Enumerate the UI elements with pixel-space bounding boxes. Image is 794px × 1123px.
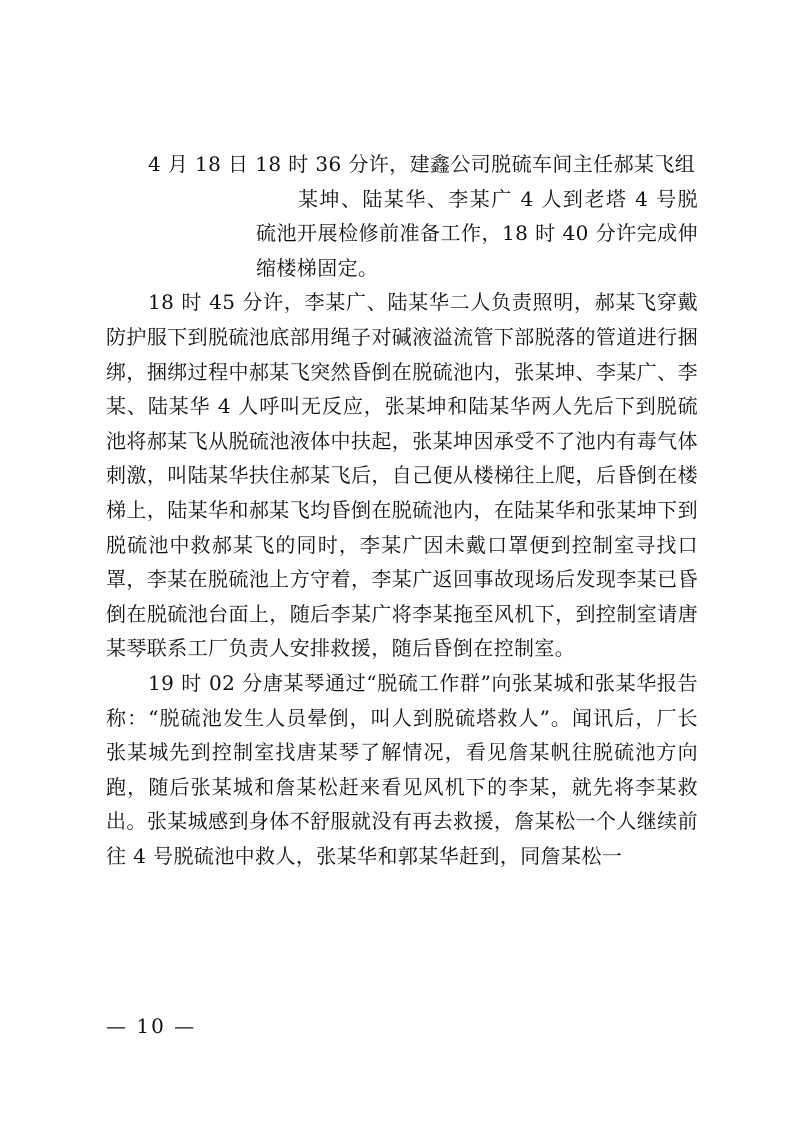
paragraph-1-line-2: 某坤、陆某华、李某广 4 人到老塔 4 号脱硫池开展检修前准备工作，18 时 40 分许完成伸缩楼梯固定。 [256, 186, 698, 280]
paragraph-1-line-1: 4 月 18 日 18 时 36 分许，建鑫公司脱硫车间主任郝某飞组 [148, 152, 696, 176]
paragraph-1 [106, 147, 698, 285]
document-body [106, 147, 698, 873]
paragraph-2: 18 时 45 分许，李某广、陆某华二人负责照明，郝某飞穿戴防护服下到脱硫池底部用绳子对碱液溢流管下部脱落的管道进行捆绑，捆绑过程中郝某飞突然昏倒在脱硫池内，张某坤、李某广、李某、陆某华 4 人呼叫无反应，张某坤和陆某华两人先后下到脱硫池将郝某飞从脱硫池液体中扶起，张某坤因承受不了池内有毒气体刺激，叫陆某华扶住郝某飞后，自己便从楼梯往上爬，后昏倒在楼梯上，陆某华和郝某飞均昏倒在脱硫池内，在陆某华和张某坤下到脱硫池中救郝某飞的同时，李某广因未戴口罩便到控制室寻找口罩，李某在脱硫池上方守着，李某广返回事故现场后发现李某已昏倒在脱硫池台面上，随后李某广将李某拖至风机下，到控制室请唐某琴联系工厂负责人安排救援，随后昏倒在控制室。 [106, 290, 698, 661]
page-number: — 10 — [106, 1014, 197, 1038]
paragraph-3: 19 时 02 分唐某琴通过“脱硫工作群”向张某城和张某华报告称：“脱硫池发生人员晕倒，叫人到脱硫塔救人”。闻讯后，厂长张某城先到控制室找唐某琴了解情况，看见詹某帆往脱硫池方向跑，随后张某城和詹某松赶来看见风机下的李某，就先将李某救出。张某城感到身体不舒服就没有再去救援，詹某松一个人继续前往 4 号脱硫池中救人，张某华和郭某华赶到，同詹某松一 [106, 670, 698, 868]
